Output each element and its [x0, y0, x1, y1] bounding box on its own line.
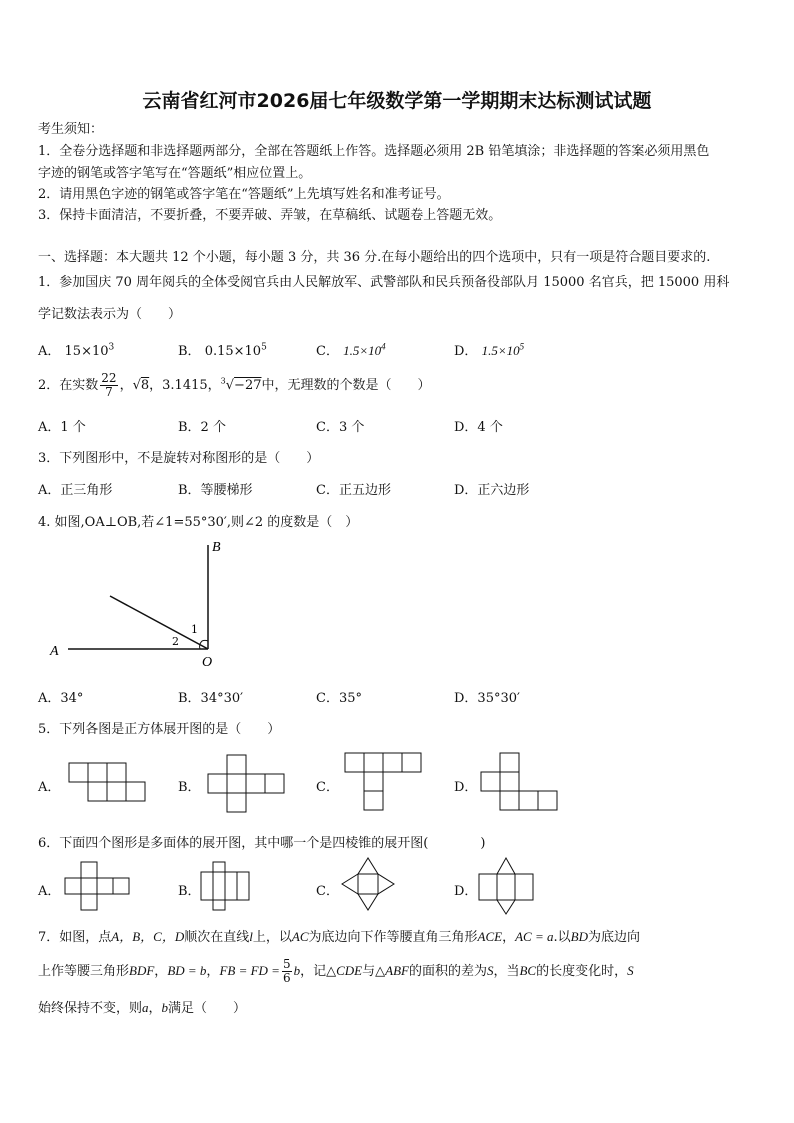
question-1-stem-cont: 学记数法表示为（ ）	[38, 307, 182, 322]
sqrt-symbol: √	[132, 378, 141, 393]
q1-option-a: A． $15\times 10^3$	[38, 342, 115, 359]
question-7-line-1: 7．如图，点A，B，C，D顺次在直线l上，以AC为底边向下作等腰直角三角形ACE，AC = a.以BD为底边向	[38, 929, 640, 945]
q5-label-b: B．	[178, 780, 201, 795]
q4-option-c: C．35°	[316, 691, 362, 706]
q3-option-d: D．正六边形	[454, 483, 530, 498]
angle-1-label: 1	[191, 623, 198, 636]
angle-2-label: 2	[172, 635, 179, 648]
q1-option-b: B． $0.15\times 10^5$	[178, 342, 267, 359]
cbrt-symbol: √	[225, 378, 235, 393]
question-3-stem: 3．下列图形中，不是旋转对称图形的是（ ）	[38, 451, 320, 466]
q6-label-d: D．	[454, 884, 478, 899]
polyhedron-net-c	[340, 856, 410, 916]
q6-label-c: C．	[316, 884, 339, 899]
notice-line: 2．请用黑色字迹的钢笔或答字笔在“答题纸”上先填写姓名和准考证号。	[38, 187, 450, 202]
q3-option-b: B．等腰梯形	[178, 483, 253, 498]
q2-option-a: A．1 个	[38, 420, 86, 435]
question-2-stem: 2．在实数 $\frac{22}{7}$ ，√8，3.1415，$^3$√−27中，无理数的个数是（ ）	[38, 371, 431, 399]
notice-line: 3．保持卡面清洁，不要折叠，不要弄破、弄皱，在草稿纸、试题卷上答题无效。	[38, 208, 502, 223]
question-7-line-3: 始终保持不变，则a，b满足（ ）	[38, 1000, 247, 1016]
polyhedron-net-b	[200, 860, 270, 915]
net-b	[208, 754, 298, 819]
notice-heading: 考生须知：	[38, 122, 104, 137]
q6-label-a: A．	[38, 884, 61, 899]
q2-option-d: D．4 个	[454, 420, 503, 435]
q3-option-a: A．正三角形	[38, 483, 113, 498]
question-4-stem: 4. 如图,OA⊥OB,若∠1=55°30′,则∠2 的度数是（ ）	[38, 515, 359, 530]
q5-label-a: A．	[38, 780, 61, 795]
q1-option-d: D． $1.5\times 10^5$	[454, 341, 525, 359]
q2-option-c: C．3 个	[316, 420, 365, 435]
question-5-stem: 5．下列各图是正方体展开图的是（ ）	[38, 722, 281, 737]
net-a	[68, 762, 158, 812]
q4-option-d: D．35°30′	[454, 691, 520, 706]
q4-option-a: A．34°	[38, 691, 84, 706]
q2-option-b: B．2 个	[178, 420, 226, 435]
fraction: $\frac{22}{7}$	[101, 371, 117, 399]
page-title: 云南省红河市2026届七年级数学第一学期期末达标测试试题	[142, 90, 652, 112]
section-heading: 一、选择题：本大题共 12 个小题，每小题 3 分，共 36 分.在每小题给出的四个选项中，只有一项是符合题目要求的.	[38, 250, 711, 265]
q6-label-b: B．	[178, 884, 201, 899]
q5-label-c: C．	[316, 780, 339, 795]
fraction: $\frac{5}{6}$	[282, 957, 291, 985]
polyhedron-net-d	[478, 856, 548, 916]
label-b: B	[212, 540, 221, 555]
q1-option-c: C． $1.5\times 10^4$	[316, 341, 386, 359]
label-a: A	[50, 644, 59, 659]
question-1-stem: 1．参加国庆 70 周年阅兵的全体受阅官兵由人民解放军、武警部队和民兵预备役部队月 15000 名官兵，把 15000 用科	[38, 275, 730, 290]
q4-option-b: B．34°30′	[178, 691, 244, 706]
question-6-stem: 6．下面四个图形是多面体的展开图，其中哪一个是四棱锥的展开图( )	[38, 836, 486, 851]
net-d	[480, 752, 570, 817]
q3-option-c: C．正五边形	[316, 483, 391, 498]
notice-line: 1．全卷分选择题和非选择题两部分，全部在答题纸上作答。选择题必须用 2B 铅笔填涂；非选择题的答案必须用黑色	[38, 144, 710, 159]
label-o: O	[202, 655, 213, 670]
q5-label-d: D．	[454, 780, 478, 795]
net-c	[344, 752, 434, 817]
question-7-line-2: 上作等腰三角形BDF，BD = b，FB = FD = $\frac{5}{6}$ b，记△CDE与△ABF的面积的差为S，当BC的长度变化时，S	[38, 957, 634, 985]
angle-figure	[40, 535, 270, 675]
notice-line: 字迹的钢笔或答字笔写在“答题纸”相应位置上。	[38, 166, 312, 181]
polyhedron-net-a	[64, 860, 144, 915]
